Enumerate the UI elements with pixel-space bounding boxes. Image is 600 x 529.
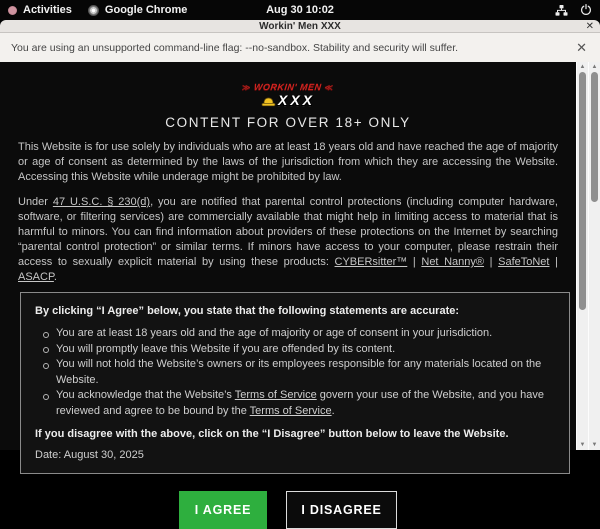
app-menu-button[interactable]	[80, 0, 196, 20]
logo-wing-right-icon: ≪	[324, 83, 335, 92]
page-content	[0, 62, 576, 517]
bullet-text: You acknowledge that the Website’s	[56, 389, 235, 401]
bullet-text: You are at least 18 years old and the age of majority or age of consent in your jurisdiction.	[56, 327, 493, 339]
agreement-bullet	[41, 342, 555, 358]
chrome-icon	[88, 5, 99, 16]
link-separator: |	[549, 256, 558, 268]
window-title: Workin' Men XXX	[259, 20, 341, 32]
scroll-up-icon[interactable]: ▲	[591, 64, 598, 70]
link-separator: |	[484, 256, 499, 268]
activities-icon	[8, 6, 17, 15]
logo-xxx-row	[261, 93, 315, 107]
consent-buttons	[0, 491, 576, 529]
logo-top-text: WORKIN' MEN	[253, 82, 323, 92]
disagree-note: If you disagree with the above, click on the “I Disagree” button below to leave the Website.	[35, 428, 509, 440]
usc-230d-link[interactable]: 47 U.S.C. § 230(d)	[52, 196, 151, 208]
infobar-message: You are using an unsupported command-line flag: --no-sandbox. Stability and security will suffer.	[11, 41, 459, 54]
scroll-down-icon[interactable]: ▼	[591, 442, 598, 448]
age-paragraph: This Website is for use solely by individuals who are at least 18 years old and have reached the age of majority or age of consent as determined by the laws of the jurisdiction from which they are accessing the Website. Accessing this Website while underage might be prohibited by law.	[18, 141, 558, 183]
site-logo	[0, 83, 576, 107]
date-line: Date: August 30, 2025	[35, 449, 144, 461]
disagree-button[interactable]: I DISAGREE	[286, 491, 397, 529]
window-title-bar	[0, 20, 600, 33]
scroll-up-icon[interactable]: ▲	[579, 64, 586, 70]
agree-button[interactable]: I AGREE	[179, 491, 267, 529]
logo-wordmark	[242, 83, 334, 92]
outer-scrollbar-thumb[interactable]	[591, 72, 598, 202]
activities-button[interactable]	[0, 0, 80, 20]
activities-label: Activities	[23, 4, 72, 16]
system-tray[interactable]	[555, 0, 596, 20]
window-close-icon[interactable]: ✕	[585, 21, 594, 32]
app-menu-label: Google Chrome	[104, 4, 188, 16]
agreement-box	[20, 292, 570, 474]
inner-scrollbar[interactable]	[576, 62, 588, 450]
bullet-text: You will not hold the Website’s owners or its employees responsible for any materials located on the Website.	[56, 358, 542, 386]
asacp-link[interactable]: ASACP	[18, 271, 54, 283]
infobar-close-icon[interactable]: ✕	[576, 39, 587, 55]
agreement-intro: By clicking “I Agree” below, you state that the following statements are accurate:	[35, 305, 460, 317]
agreement-bullet	[41, 388, 555, 419]
netnanny-link[interactable]: Net Nanny®	[421, 256, 485, 268]
logo-xxx-text: XXX	[277, 92, 315, 108]
hardhat-icon	[261, 96, 276, 107]
agreement-bullet	[41, 357, 555, 388]
page-title: CONTENT FOR OVER 18+ ONLY	[165, 115, 411, 130]
agreement-bullet	[41, 326, 555, 342]
logo-wing-left-icon: ≫	[241, 83, 252, 92]
bullet-text: govern your use of the Website, and you have reviewed and agree to be bound by the	[56, 389, 544, 417]
chrome-infobar	[0, 33, 600, 62]
legal-paragraph	[18, 195, 558, 285]
cybersitter-link[interactable]: CYBERsitter™	[334, 256, 408, 268]
agreement-list	[41, 326, 555, 419]
outer-scrollbar[interactable]	[588, 62, 600, 450]
link-separator: |	[407, 256, 422, 268]
clock[interactable]: Aug 30 10:02	[266, 4, 334, 16]
scrollbar-zone	[576, 62, 600, 450]
legal-text: , you are notified that parental control protections (including computer hardware, software, or filtering services) are commercially available that might help in limiting access to material that is harmful to minors. You can find information about providers of these protections on the Internet by searching “parental control protection” or similar terms. If minors have access to your computer, please restrain their access to sexually explicit material by using these products:	[18, 196, 558, 268]
bullet-text: .	[331, 404, 335, 417]
bullet-text: You will promptly leave this Website if you are offended by its content.	[56, 342, 396, 355]
terms-of-service-link[interactable]: Terms of Service	[234, 389, 317, 401]
inner-scrollbar-thumb[interactable]	[579, 72, 586, 310]
legal-text: .	[53, 271, 57, 283]
gnome-top-bar	[0, 0, 600, 20]
power-icon	[580, 4, 592, 16]
legal-text: Under	[18, 196, 53, 208]
safetonet-link[interactable]: SafeToNet	[498, 256, 550, 268]
scroll-down-icon[interactable]: ▼	[579, 442, 586, 448]
network-icon	[555, 4, 568, 17]
terms-of-service-link[interactable]: Terms of Service	[249, 404, 332, 417]
